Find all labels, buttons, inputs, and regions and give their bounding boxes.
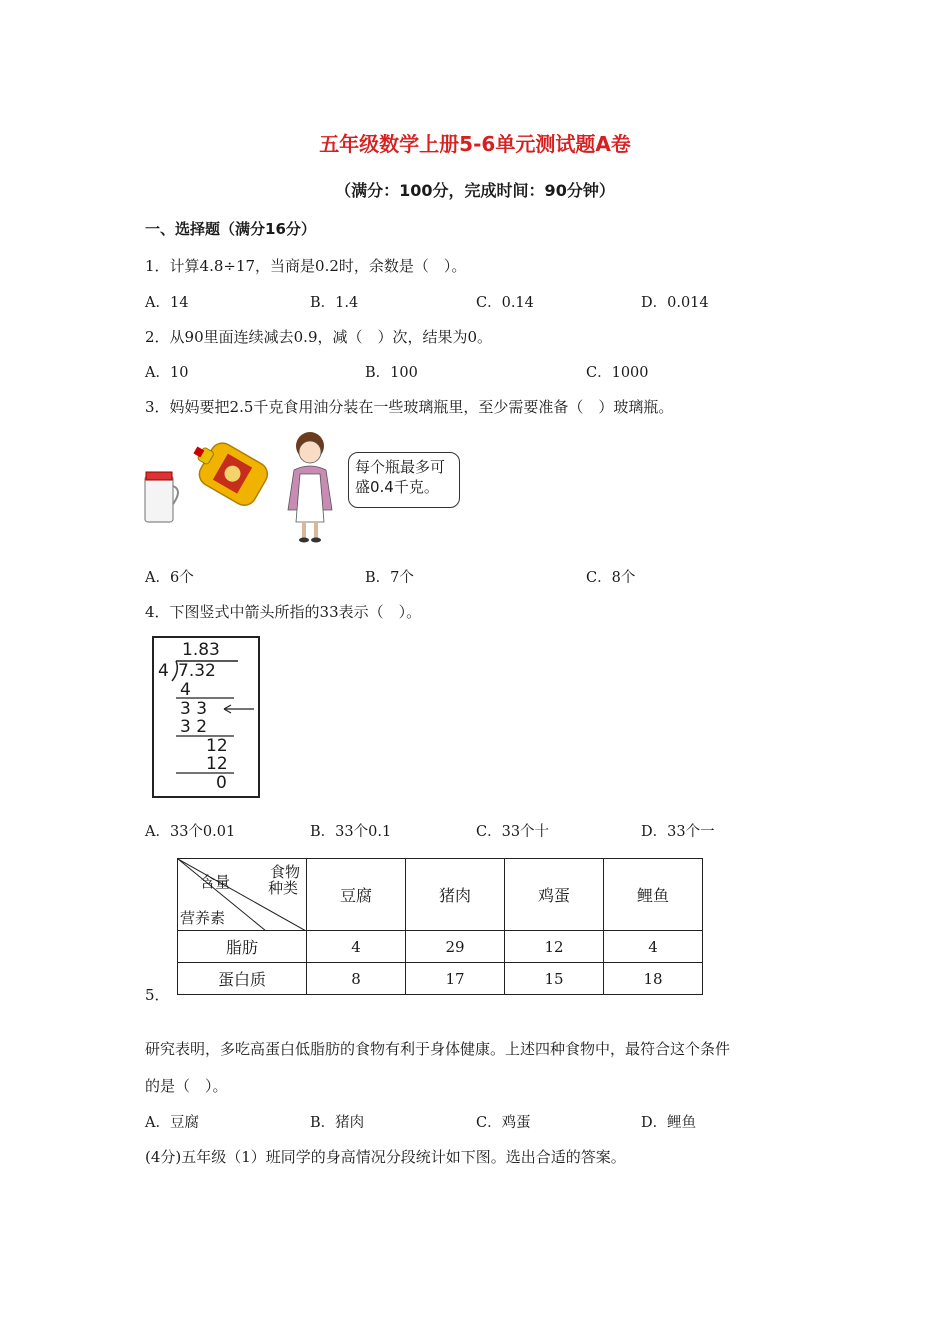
column-header: 猪肉 — [406, 859, 505, 931]
table-corner-cell — [178, 859, 307, 931]
table-cell: 29 — [406, 931, 505, 963]
division-row: 3 2 — [180, 717, 208, 737]
question-6-intro: (4分)五年级（1）班同学的身高情况分段统计如下图。选出合适的答案。 — [145, 1148, 626, 1166]
q2-option-a: A．10 — [145, 365, 189, 381]
table-cell: 18 — [604, 963, 703, 995]
q3-option-a: A．6个 — [145, 570, 194, 586]
q2-option-b: B．100 — [365, 365, 418, 381]
q4-option-a: A．33个0.01 — [145, 824, 236, 840]
question-1: 1．计算4.8÷17，当商是0.2时，余数是（ ）。 — [145, 257, 467, 275]
q1-option-b: B．1.4 — [310, 295, 359, 311]
division-row: 3 3 — [180, 699, 208, 719]
table-row — [178, 963, 703, 995]
q3-option-c: C．8个 — [586, 570, 636, 586]
table-cell: 15 — [505, 963, 604, 995]
q4-option-d: D．33个一 — [641, 824, 715, 840]
corner-label-nutrient: 营养素 — [180, 909, 226, 927]
question-3: 3．妈妈要把2.5千克食用油分装在一些玻璃瓶里，至少需要准备（ ）玻璃瓶。 — [145, 398, 674, 416]
q4-option-b: B．33个0.1 — [310, 824, 392, 840]
division-row: 12 — [206, 754, 228, 774]
division-divisor: 4 — [158, 661, 169, 681]
corner-label-content: 含量 — [200, 873, 231, 891]
q5-option-a: A．豆腐 — [145, 1115, 199, 1131]
section-heading: 一、选择题（满分16分） — [145, 220, 316, 238]
q1-option-a: A．14 — [145, 295, 189, 311]
q3-option-b: B．7个 — [365, 570, 414, 586]
table-cell: 12 — [505, 931, 604, 963]
division-row: 4 — [180, 680, 191, 700]
question-4: 4．下图竖式中箭头所指的33表示（ ）。 — [145, 603, 422, 621]
corner-label-food: 食物 — [269, 863, 300, 881]
table-cell: 4 — [307, 931, 406, 963]
table-cell: 17 — [406, 963, 505, 995]
question-5-line2: 的是（ ）。 — [145, 1077, 228, 1095]
column-header: 鸡蛋 — [505, 859, 604, 931]
division-dividend: 7.32 — [178, 661, 216, 681]
q1-option-d: D．0.014 — [641, 295, 709, 311]
q1-option-c: C．0.14 — [476, 295, 534, 311]
row-label: 脂肪 — [178, 931, 307, 963]
table-row — [178, 931, 703, 963]
page-subtitle: （满分：100分，完成时间：90分钟） — [335, 181, 615, 200]
q4-option-c: C．33个十 — [476, 824, 550, 840]
division-lines — [154, 638, 258, 796]
q2-option-c: C．1000 — [586, 365, 649, 381]
page-title: 五年级数学上册5-6单元测试题A卷 — [319, 132, 631, 156]
speech-bubble: 每个瓶最多可盛0.4千克。 — [348, 452, 460, 508]
q5-option-c: C．鸡蛋 — [476, 1115, 531, 1131]
division-quotient: 1.83 — [182, 640, 220, 660]
question-2: 2．从90里面连续减去0.9，减（ ）次，结果为0。 — [145, 328, 493, 346]
column-header: 鲤鱼 — [604, 859, 703, 931]
column-header: 豆腐 — [307, 859, 406, 931]
long-division-box — [152, 636, 260, 798]
table-cell: 4 — [604, 931, 703, 963]
question-5-line1: 研究表明，多吃高蛋白低脂肪的食物有利于身体健康。上述四种食物中，最符合这个条件 — [145, 1040, 731, 1058]
division-row: 12 — [206, 736, 228, 756]
q5-option-b: B．猪肉 — [310, 1115, 365, 1131]
nutrition-table — [177, 858, 703, 995]
corner-label-type: 种类 — [267, 879, 298, 897]
oil-bottle-icon — [183, 432, 272, 510]
table-cell: 8 — [307, 963, 406, 995]
q5-option-d: D．鲤鱼 — [641, 1115, 697, 1131]
mother-figure-icon — [280, 424, 340, 546]
glass-jar-icon — [145, 472, 178, 522]
question-5-number: 5． — [145, 986, 170, 1004]
row-label: 蛋白质 — [178, 963, 307, 995]
division-row: 0 — [216, 773, 227, 793]
